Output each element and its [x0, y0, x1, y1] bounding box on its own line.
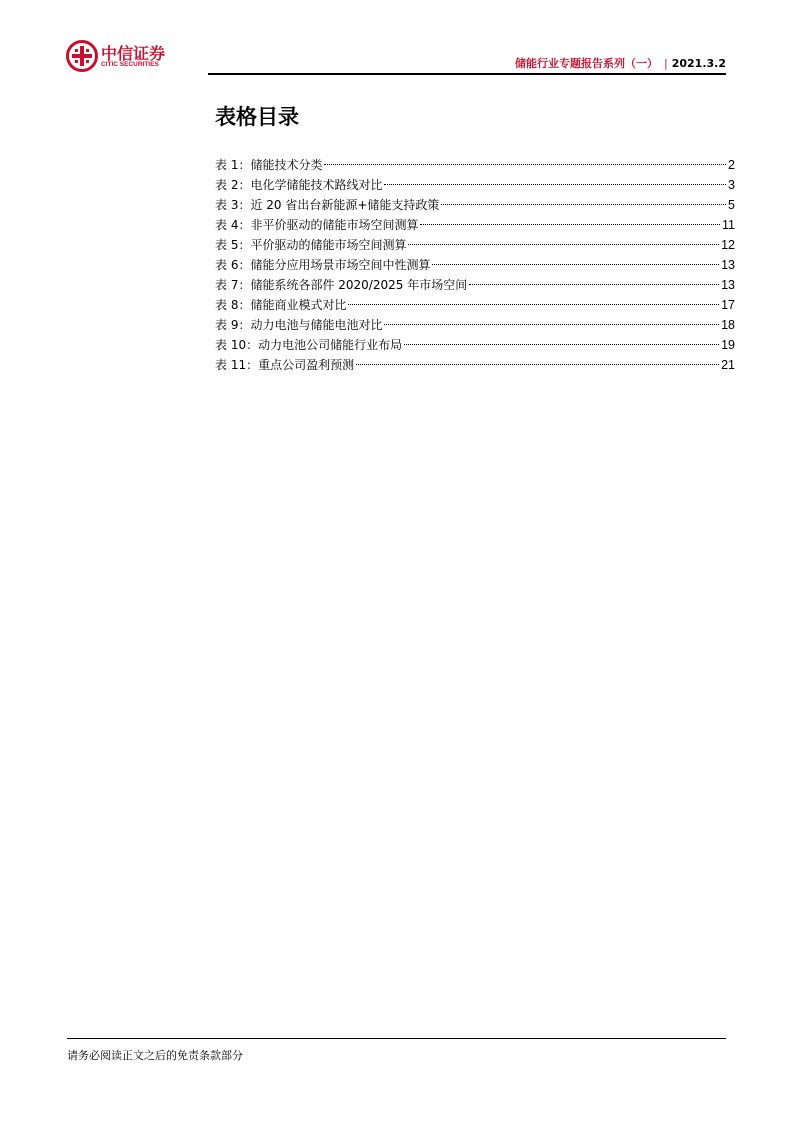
toc-dot-leader [420, 224, 720, 225]
header-separator: | [664, 57, 668, 70]
toc-entry[interactable] [215, 175, 735, 195]
toc-entry-label: 表 11：重点公司盈利预测 [215, 358, 355, 372]
toc-entry[interactable] [215, 275, 735, 295]
logo-text-en: CITIC SECURITIES [101, 61, 159, 68]
toc-entry-page: 21 [721, 358, 735, 372]
toc-entry-page: 2 [728, 158, 735, 172]
toc-dot-leader [384, 324, 719, 325]
toc-entry-page: 13 [721, 278, 735, 292]
toc-entry[interactable] [215, 295, 735, 315]
toc-entry[interactable] [215, 255, 735, 275]
toc-dot-leader [432, 264, 719, 265]
footer-divider [67, 1038, 726, 1039]
header-meta [515, 55, 726, 71]
toc-entry-page: 5 [728, 198, 735, 212]
toc-dot-leader [441, 204, 726, 205]
citic-logo-icon [66, 40, 98, 72]
toc-dot-leader [348, 304, 719, 305]
toc-entry[interactable] [215, 335, 735, 355]
toc-entry-page: 19 [721, 338, 735, 352]
toc-entry-page: 11 [722, 218, 735, 232]
toc-entry[interactable] [215, 315, 735, 335]
toc-dot-leader [324, 164, 726, 165]
toc-entry-label: 表 7：储能系统各部件 2020/2025 年市场空间 [215, 278, 468, 292]
toc-entry-page: 12 [721, 238, 735, 252]
toc-entry-label: 表 4：非平价驱动的储能市场空间测算 [215, 218, 419, 232]
report-date: 2021.3.2 [671, 57, 726, 70]
toc-entry[interactable] [215, 215, 735, 235]
toc-entry-label: 表 3：近 20 省出台新能源+储能支持政策 [215, 198, 440, 212]
toc-entry-label: 表 8：储能商业模式对比 [215, 298, 347, 312]
toc-entry-page: 18 [721, 318, 735, 332]
logo-text-cn: 中信证券 [101, 44, 166, 63]
toc-entry-label: 表 9：动力电池与储能电池对比 [215, 318, 383, 332]
toc-entry-label: 表 1：储能技术分类 [215, 158, 323, 172]
toc-entry-page: 17 [721, 298, 735, 312]
toc-entry[interactable] [215, 195, 735, 215]
report-series-title: 储能行业专题报告系列（一） [515, 57, 658, 70]
citic-logo [66, 39, 176, 73]
toc-entry[interactable] [215, 355, 735, 375]
toc-entry-page: 13 [721, 258, 735, 272]
toc-dot-leader [356, 364, 719, 365]
toc-dot-leader [408, 244, 719, 245]
toc-dot-leader [469, 284, 719, 285]
toc-entry[interactable] [215, 155, 735, 175]
toc-entry-label: 表 10：动力电池公司储能行业布局 [215, 338, 403, 352]
toc-entry-page: 3 [728, 178, 735, 192]
table-of-contents [215, 155, 735, 375]
toc-dot-leader [384, 184, 726, 185]
toc-entry[interactable] [215, 235, 735, 255]
header-divider [208, 73, 726, 75]
toc-entry-label: 表 2：电化学储能技术路线对比 [215, 178, 383, 192]
page-title: 表格目录 [215, 105, 299, 129]
toc-entry-label: 表 6：储能分应用场景市场空间中性测算 [215, 258, 431, 272]
toc-entry-label: 表 5：平价驱动的储能市场空间测算 [215, 238, 407, 252]
footer-disclaimer: 请务必阅读正文之后的免责条款部分 [67, 1049, 243, 1062]
toc-dot-leader [404, 344, 719, 345]
